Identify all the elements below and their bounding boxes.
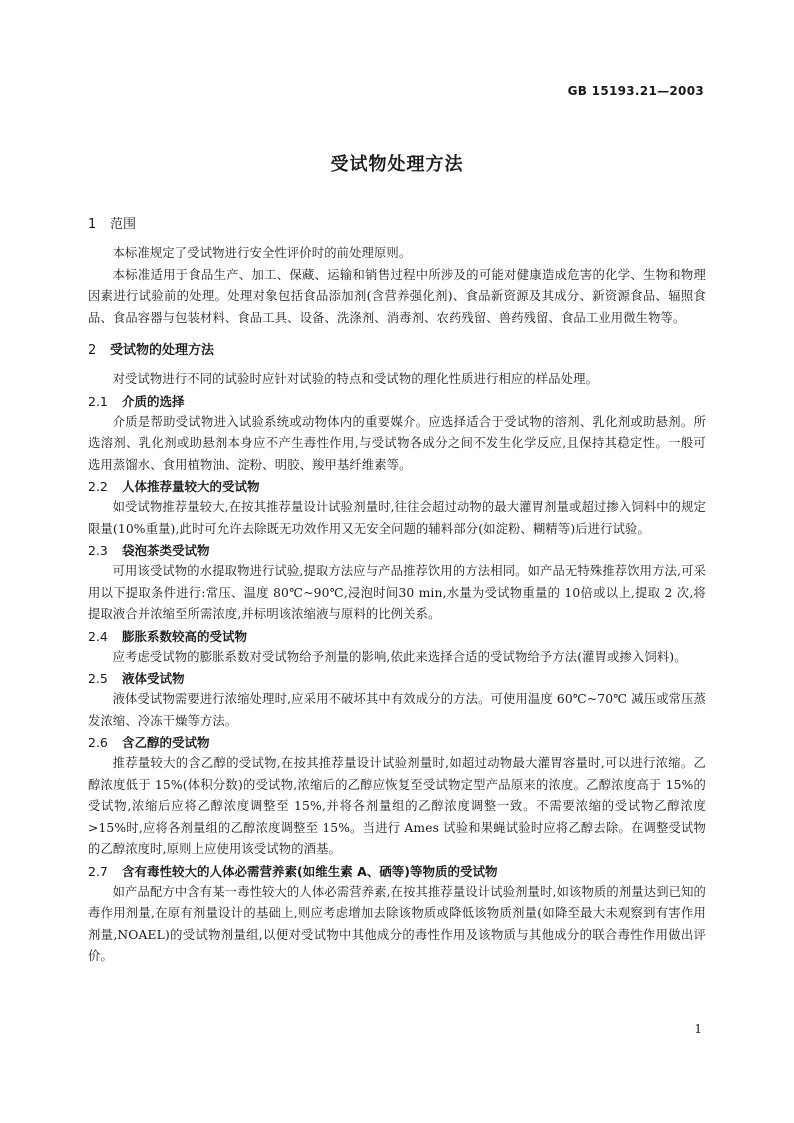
section-number: 2 (88, 343, 97, 358)
subsection-number: 2.7 (88, 863, 108, 879)
paragraph: 本标准规定了受试物进行安全性评价时的前处理原则。 (112, 246, 412, 260)
page-number: 1 (694, 1022, 702, 1036)
paragraph: 对受试物进行不同的试验时应针对试验的特点和受试物的理化性质进行相应的样品处理。 (112, 372, 599, 386)
section-heading (88, 341, 706, 361)
subsection-number: 2.6 (88, 735, 108, 750)
section-title: 范围 (110, 217, 137, 232)
subsection-title: 人体推荐量较大的受试物 (122, 479, 260, 494)
paragraph: 应考虑受试物的膨胀系数对受试物给予剂量的影响,依此来选择合适的受试物给予方法(灌胃或掺入饲料)。 (112, 649, 687, 664)
standard-number: GB 15193.21—2003 (567, 84, 704, 98)
subsection-heading (88, 391, 706, 412)
subsection-title: 膨胀系数较高的受试物 (122, 628, 248, 644)
paragraph: 液体受试物需要进行浓缩处理时,应采用不破坏其中有效成分的方法。可使用温度 60℃~70℃ 减压或常压蒸发浓缩、冷冻干燥等方法。 (88, 692, 706, 728)
subsection-title: 介质的选择 (122, 393, 185, 409)
subsection-heading (88, 732, 706, 753)
subsection-heading (88, 668, 706, 689)
paragraph: 如受试物推荐量较大,在按其推荐量设计试验剂量时,往往会超过动物的最大灌胃剂量或超过掺入饲料中的规定限量(10%重量),此时可允许去除既无功效作用又无安全问题的辅料部分(如淀粉、糊精等)后进行试验。 (88, 500, 706, 536)
subsection-number: 2.3 (88, 543, 108, 558)
document-title: 受试物处理方法 (330, 154, 464, 175)
subsection-heading (88, 626, 706, 647)
subsection-title: 含乙醇的受试物 (122, 735, 210, 750)
paragraph: 介质是帮助受试物进入试验系统或动物体内的重要媒介。应选择适合于受试物的溶剂、乳化剂或助悬剂。所选溶剂、乳化剂或助悬剂本身应不产生毒性作用,与受试物各成分之间不发生化学反应,且保持其稳定性。一般可选用蒸馏水、食用植物油、淀粉、明胶、羧甲基纤维素等。 (88, 414, 706, 472)
paragraph: 推荐量较大的含乙醇的受试物,在按其推荐量设计试验剂量时,如超过动物最大灌胃容量时,可以进行浓缩。乙醇浓度低于 15%(体积分数)的受试物,浓缩后的乙醇应恢复至受试物定型产品原来的浓度。乙醇浓度高于 15%的受试物,浓缩后应将乙醇浓度调整至 15%,并将各剂量组的乙醇浓度调整一致。不需要浓缩的受试物乙醇浓度>15%时,应将各剂量组的乙醇浓度调整至 15%。当进行 Ames 试验和果蝇试验时应将乙醇去除。在调整受试物的乙醇浓度时,原则上应使用该受试物的酒基。 (88, 756, 706, 856)
section-title: 受试物的处理方法 (110, 343, 215, 358)
subsection-number: 2.1 (88, 393, 108, 409)
paragraph: 可用该受试物的水提取物进行试验,提取方法应与产品推荐饮用的方法相同。如产品无特殊推荐饮用方法,可采用以下提取条件进行:常压、温度 80℃~90℃,浸泡时间30 min,水量为受试物重量的 10倍或以上,提取 2 次,将提取液合并浓缩至所需浓度,并标明该浓缩液与原料的比例关系。 (88, 564, 706, 621)
section-number: 1 (88, 217, 97, 232)
subsection-title: 袋泡茶类受试物 (122, 543, 210, 558)
subsection-heading (88, 540, 706, 561)
subsection-title: 液体受试物 (122, 671, 185, 686)
subsection-heading (88, 476, 706, 497)
subsection-number: 2.2 (88, 479, 108, 494)
paragraph: 如产品配方中含有某一毒性较大的人体必需营养素,在按其推荐量设计试验剂量时,如该物质的剂量达到已知的毒作用剂量,在原有剂量设计的基础上,则应考虑增加去除该物质或降低该物质剂量(如降至最大未观察到有害作用剂量,NOAEL)的受试物剂量组,以便对受试物中其他成分的毒性作用及该物质与其他成分的联合毒性作用做出评价。 (88, 884, 706, 963)
subsection-title: 含有毒性较大的人体必需营养素(如维生素 A、硒等)等物质的受试物 (122, 863, 498, 879)
document-body (88, 215, 706, 968)
subsection-heading (88, 861, 706, 882)
subsection-number: 2.4 (88, 628, 108, 644)
subsection-number: 2.5 (88, 671, 108, 686)
paragraph: 本标准适用于食品生产、加工、保藏、运输和销售过程中所涉及的可能对健康造成危害的化学、生物和物理因素进行试验前的处理。处理对象包括食品添加剂(含营养强化剂)、食品新资源及其成分、新资源食品、辐照食品、食品容器与包装材料、食品工具、设备、洗涤剂、消毒剂、农药残留、兽药残留、食品工业用微生物等。 (88, 267, 706, 325)
section-heading (88, 215, 706, 235)
